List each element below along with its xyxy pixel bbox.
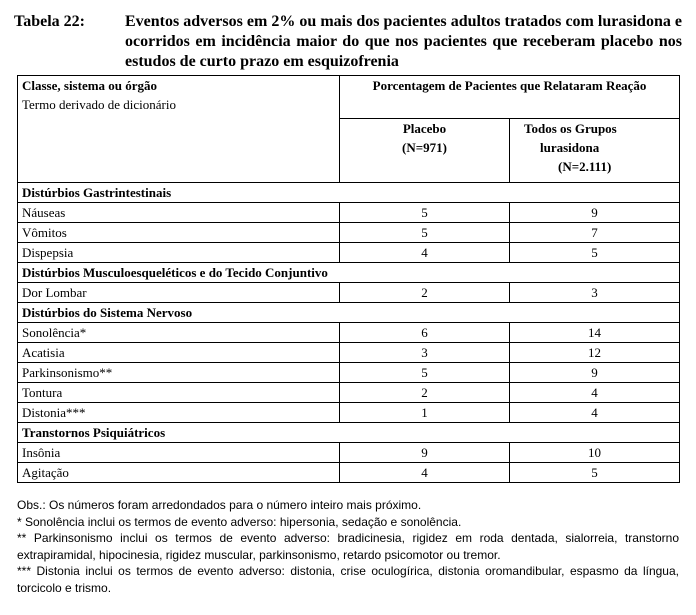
lurasidone-value: 12 <box>510 343 680 363</box>
lurasidone-value: 7 <box>510 223 680 243</box>
header-lurasidone-cell <box>510 119 680 183</box>
term-cell: Dispepsia <box>18 243 340 263</box>
footnote: *** Distonia inclui os termos de evento adverso: distonia, crise oculogírica, distonia oromandibular, espasmo da língua, torcicolo e trismo. <box>17 564 679 595</box>
table-caption <box>14 12 682 72</box>
footnote: ** Parkinsonismo inclui os termos de evento adverso: bradicinesia, rigidez em roda dentada, sialorreia, transtorno extrapiramidal, hipocinesia, rigidez muscular, parkinsonismo, retardo psicomotor ou tremor. <box>17 531 679 562</box>
group-name: Distúrbios Musculoesqueléticos e do Tecido Conjuntivo <box>18 263 680 283</box>
term-cell: Tontura <box>18 383 340 403</box>
table-row <box>18 403 680 423</box>
group-row <box>18 263 680 283</box>
header-term-label: Termo derivado de dicionário <box>22 97 176 112</box>
placebo-value: 6 <box>340 323 510 343</box>
placebo-value: 9 <box>340 443 510 463</box>
table-row <box>18 363 680 383</box>
placebo-value: 5 <box>340 363 510 383</box>
footnote: Obs.: Os números foram arredondados para o número inteiro mais próximo. <box>17 498 422 512</box>
table-row <box>18 283 680 303</box>
term-cell: Parkinsonismo** <box>18 363 340 383</box>
header-placebo-cell <box>340 119 510 183</box>
lurasidone-value: 14 <box>510 323 680 343</box>
header-class-cell <box>18 76 340 183</box>
caption-text: Eventos adversos em 2% ou mais dos pacientes adultos tratados com lurasidona e ocorridos em incidência maior do que nos pacientes que receberam placebo nos estudos de curto prazo em esquizofrenia <box>125 13 682 70</box>
lurasidone-value: 5 <box>510 243 680 263</box>
table-row <box>18 203 680 223</box>
placebo-value: 4 <box>340 243 510 263</box>
table-row <box>18 383 680 403</box>
table-row <box>18 443 680 463</box>
footnotes <box>17 497 679 596</box>
placebo-value: 2 <box>340 283 510 303</box>
footnote: * Sonolência inclui os termos de evento adverso: hipersonia, sedação e sonolência. <box>17 514 462 529</box>
lurasidone-value: 9 <box>510 203 680 223</box>
lurasidone-value: 3 <box>510 283 680 303</box>
header-class-label: Classe, sistema ou órgão <box>22 78 158 93</box>
group-row <box>18 303 680 323</box>
term-cell: Distonia*** <box>18 403 340 423</box>
term-cell: Dor Lombar <box>18 283 340 303</box>
group-name: Distúrbios do Sistema Nervoso <box>18 303 680 323</box>
term-cell: Vômitos <box>18 223 340 243</box>
table-row <box>18 243 680 263</box>
adverse-events-table <box>17 75 680 483</box>
term-cell: Acatisia <box>18 343 340 363</box>
placebo-value: 1 <box>340 403 510 423</box>
header-placebo-label: Placebo <box>402 121 447 136</box>
table-row <box>18 463 680 483</box>
placebo-value: 3 <box>340 343 510 363</box>
lurasidone-value: 4 <box>510 403 680 423</box>
header-placebo-n: (N=971) <box>402 140 447 155</box>
term-cell: Sonolência* <box>18 323 340 343</box>
table-row <box>18 323 680 343</box>
placebo-value: 4 <box>340 463 510 483</box>
group-row <box>18 423 680 443</box>
lurasidone-value: 4 <box>510 383 680 403</box>
placebo-value: 5 <box>340 223 510 243</box>
lurasidone-value: 10 <box>510 443 680 463</box>
term-cell: Náuseas <box>18 203 340 223</box>
table-row <box>18 343 680 363</box>
placebo-value: 2 <box>340 383 510 403</box>
lurasidone-value: 9 <box>510 363 680 383</box>
lurasidone-value: 5 <box>510 463 680 483</box>
header-lurasidone-label-2: lurasidona <box>540 140 600 155</box>
caption-label: Tabela 22: <box>14 13 85 30</box>
group-row <box>18 183 680 203</box>
header-lurasidone-n: (N=2.111) <box>558 159 612 174</box>
group-name: Transtornos Psiquiátricos <box>18 423 680 443</box>
placebo-value: 5 <box>340 203 510 223</box>
header-lurasidone-label-1: Todos os Grupos <box>524 121 617 136</box>
group-name: Distúrbios Gastrintestinais <box>18 183 680 203</box>
term-cell: Insônia <box>18 443 340 463</box>
table-row <box>18 223 680 243</box>
term-cell: Agitação <box>18 463 340 483</box>
header-percent-label: Porcentagem de Pacientes que Relataram Reação <box>340 76 680 119</box>
